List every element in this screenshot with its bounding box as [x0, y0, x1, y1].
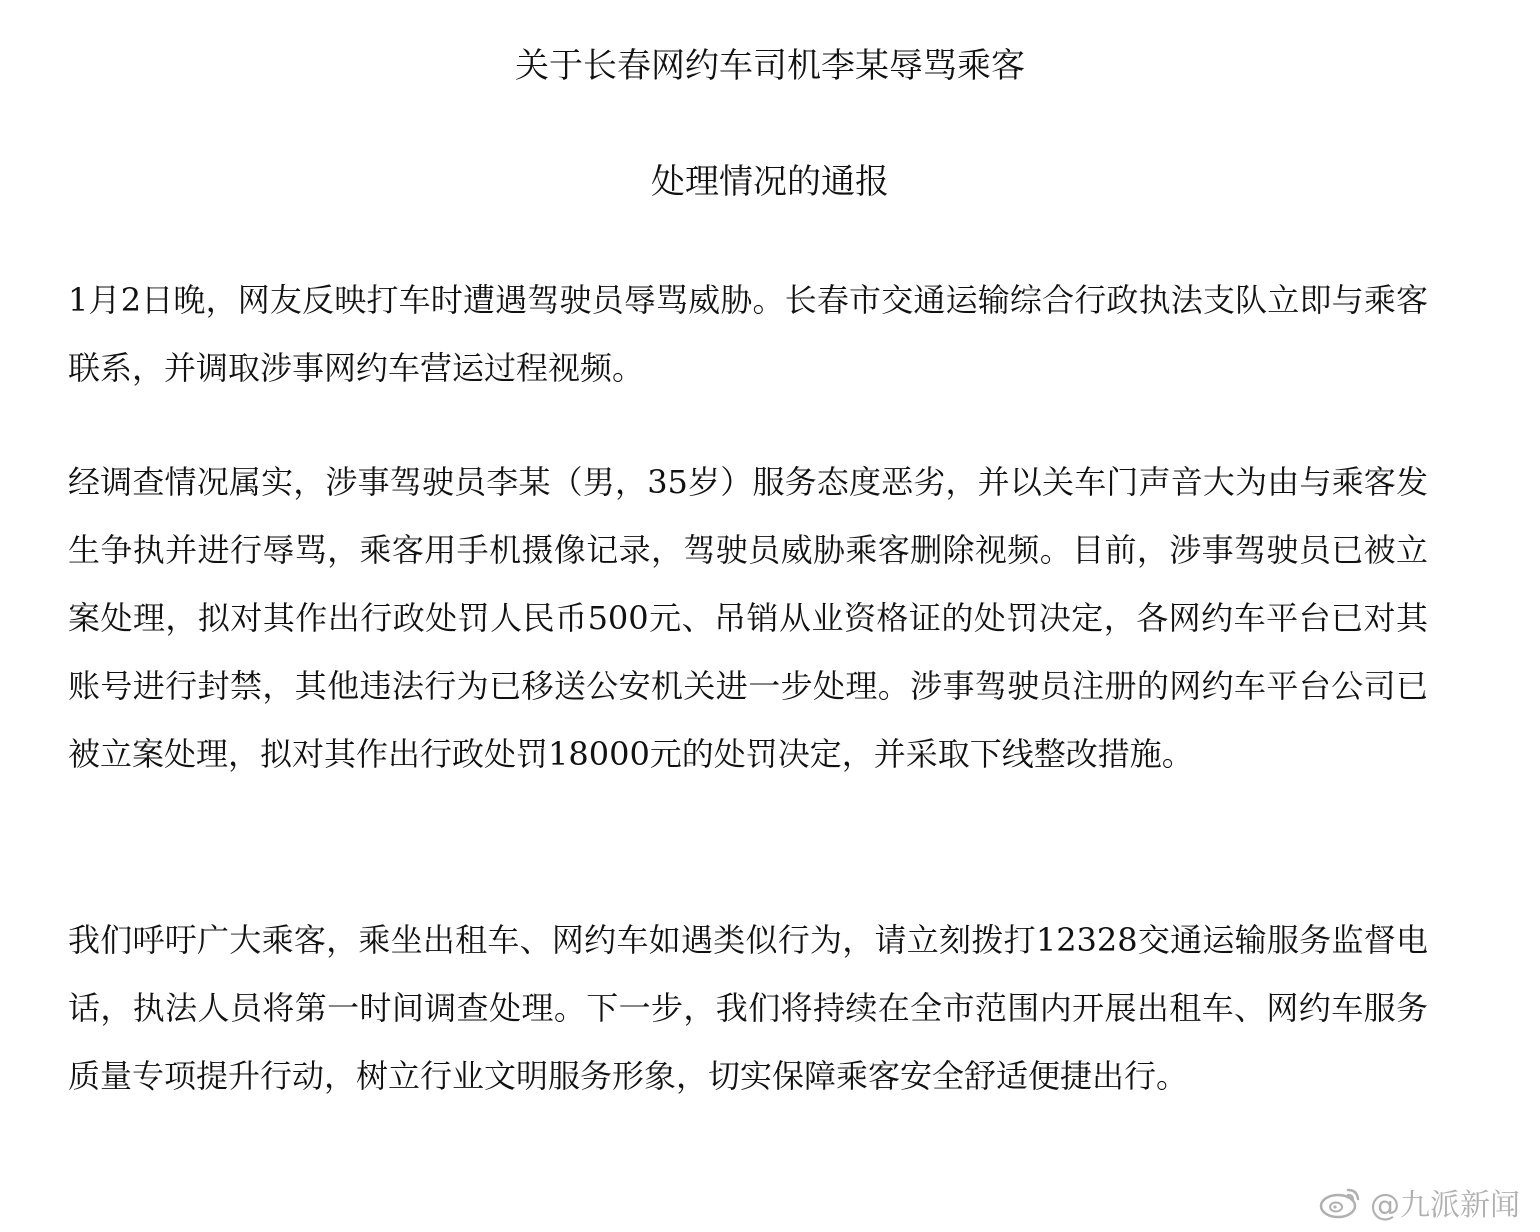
- document-title-line1: 关于长春网约车司机李某辱骂乘客: [515, 46, 1025, 86]
- paragraph-incident: 1月2日晚，网友反映打车时遭遇驾驶员辱骂威胁。长春市交通运输综合行政执法支队立即与乘客联系，并调取涉事网约车营运过程视频。: [68, 281, 1428, 387]
- watermark: [1318, 1182, 1520, 1222]
- watermark-text: @九派新闻: [1370, 1188, 1520, 1223]
- paragraph-investigation: 经调查情况属实，涉事驾驶员李某（男，35岁）服务态度恶劣，并以关车门声音大为由与乘客发生争执并进行辱骂，乘客用手机摄像记录，驾驶员威胁乘客删除视频。目前，涉事驾驶员已被立案处理，拟对其作出行政处罚人民币500元、吊销从业资格证的处罚决定，各网约车平台已对其账号进行封禁，其他违法行为已移送公安机关进一步处理。涉事驾驶员注册的网约车平台公司已被立案处理，拟对其作出行政处罚18000元的处罚决定，并采取下线整改措施。: [68, 463, 1428, 773]
- document-title-line2: 处理情况的通报: [651, 162, 889, 202]
- paragraph-appeal: 我们呼吁广大乘客，乘坐出租车、网约车如遇类似行为，请立刻拨打12328交通运输服务监督电话，执法人员将第一时间调查处理。下一步，我们将持续在全市范围内开展出租车、网约车服务质量专项提升行动，树立行业文明服务形象，切实保障乘客安全舒适便捷出行。: [68, 921, 1428, 1095]
- weibo-icon: [1318, 1184, 1362, 1220]
